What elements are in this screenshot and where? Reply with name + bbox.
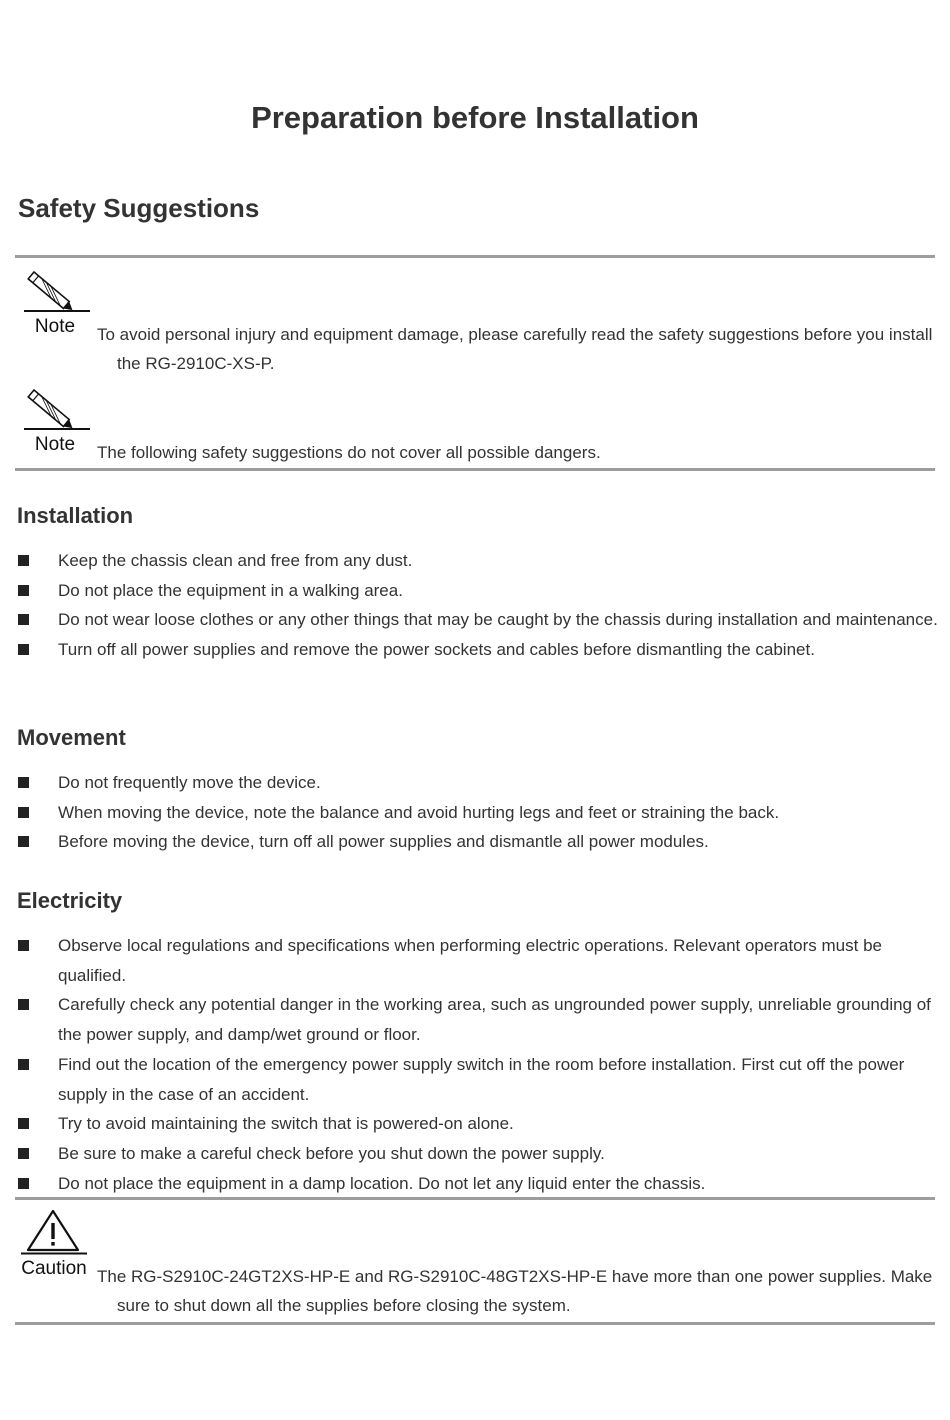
list-item: When moving the device, note the balance and avoid hurting legs and feet or straining the back. (0, 798, 950, 828)
section-title: Safety Suggestions (18, 193, 260, 223)
list-item: Turn off all power supplies and remove the power sockets and cables before dismantling the cabinet. (0, 635, 950, 665)
list-item: Be sure to make a careful check before you shut down the power supply. (0, 1139, 950, 1169)
list-item: Observe local regulations and specifications when performing electric operations. Relevant operators must be qualified. (0, 931, 950, 990)
note-line: The following safety suggestions do not cover all possible dangers. (97, 443, 601, 462)
note-callout (20, 386, 94, 455)
electricity-list (0, 931, 950, 1198)
list-item: Find out the location of the emergency power supply switch in the room before installation. First cut off the power supply in the case of an accident. (0, 1050, 950, 1109)
list-item: Do not place the equipment in a walking area. (0, 576, 950, 606)
list-item: Before moving the device, turn off all power supplies and dismantle all power modules. (0, 827, 950, 857)
list-item: Do not place the equipment in a damp location. Do not let any liquid enter the chassis. (0, 1169, 950, 1199)
note-label: Note (34, 434, 76, 455)
note-label: Note (34, 316, 76, 337)
installation-list (0, 546, 950, 665)
list-item: Do not wear loose clothes or any other things that may be caught by the chassis during installation and maintenance. (0, 605, 950, 635)
note-line: the RG-2910C-XS-P. (117, 354, 275, 373)
movement-heading: Movement (17, 725, 126, 750)
note-line: To avoid personal injury and equipment damage, please carefully read the safety suggestions before you install (97, 325, 933, 344)
list-item: Keep the chassis clean and free from any dust. (0, 546, 950, 576)
note-text (97, 320, 937, 378)
pencil-note-icon (20, 386, 94, 432)
divider (15, 1197, 935, 1200)
caution-text (97, 1262, 937, 1320)
caution-line: The RG-S2910C-24GT2XS-HP-E and RG-S2910C-48GT2XS-HP-E have more than one power supplies. Make (97, 1267, 933, 1286)
electricity-heading: Electricity (17, 888, 123, 913)
caution-line: sure to shut down all the supplies before closing the system. (117, 1296, 571, 1315)
list-item: Do not frequently move the device. (0, 768, 950, 798)
divider (15, 255, 935, 258)
caution-callout (17, 1208, 91, 1279)
page-title: Preparation before Installation (251, 100, 699, 135)
divider (15, 1322, 935, 1325)
note-text (97, 438, 937, 467)
list-item: Carefully check any potential danger in the working area, such as ungrounded power supply, unreliable grounding of the power supply, and damp/wet ground or floor. (0, 990, 950, 1049)
pencil-note-icon (20, 268, 94, 314)
installation-heading: Installation (17, 503, 134, 528)
note-callout (20, 268, 94, 337)
movement-list (0, 768, 950, 857)
caution-label: Caution (21, 1258, 87, 1279)
list-item: Try to avoid maintaining the switch that is powered-on alone. (0, 1109, 950, 1139)
divider (15, 468, 935, 471)
warning-triangle-icon (17, 1208, 91, 1256)
